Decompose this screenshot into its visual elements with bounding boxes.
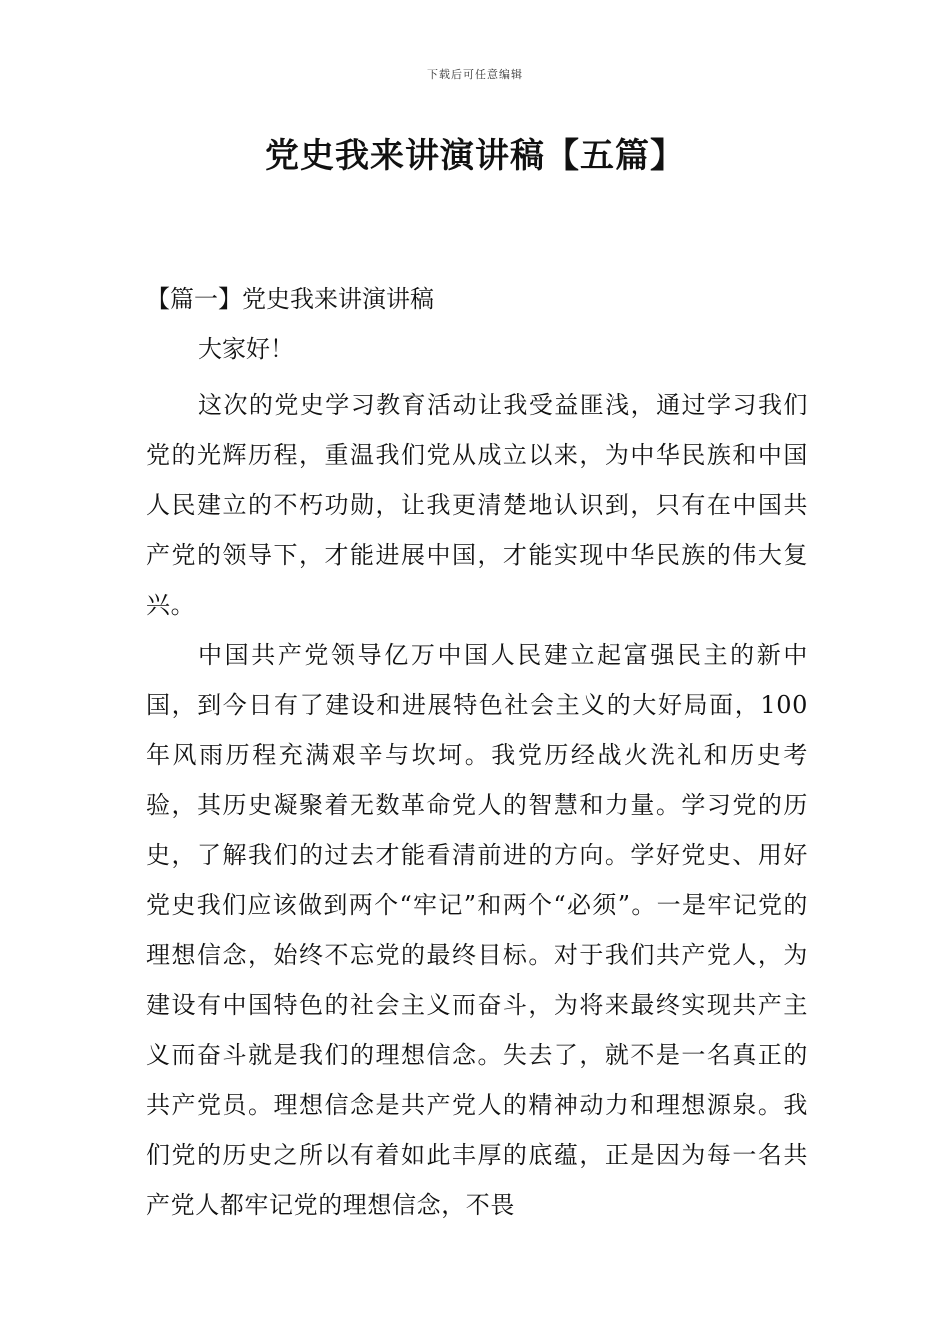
header-note: 下载后可任意编辑 [427,68,523,81]
greeting-line: 大家好！ [198,335,294,363]
document-title: 党史我来讲演讲稿【五篇】 [265,136,685,176]
body-paragraph-1: 这次的党史学习教育活动让我受益匪浅，通过学习我们党的光辉历程，重温我们党从成立以来，为中华民族和中国人民建立的不朽功勋，让我更清楚地认识到，只有在中国共产党的领导下，才能进展中国，才能实现中华民族的伟大复兴。 [146,391,808,619]
body-paragraph-2: 中国共产党领导亿万中国人民建立起富强民主的新中国，到今日有了建设和进展特色社会主义的大好局面，100年风雨历程充满艰辛与坎坷。我党历经战火洗礼和历史考验，其历史凝聚着无数革命党人的智慧和力量。学习党的历史，了解我们的过去才能看清前进的方向。学好党史、用好党史我们应该做到两个“牢记”和两个“必须”。一是牢记党的理想信念，始终不忘党的最终目标。对于我们共产党人，为建设有中国特色的社会主义而奋斗，为将来最终实现共产主义而奋斗就是我们的理想信念。失去了，就不是一名真正的共产党员。理想信念是共产党人的精神动力和理想源泉。我们党的历史之所以有着如此丰厚的底蕴，正是因为每一名共产党人都牢记党的理想信念，不畏 [146,641,808,1219]
section-heading: 【篇一】党史我来讲演讲稿 [146,285,434,313]
document-body [146,280,808,1230]
